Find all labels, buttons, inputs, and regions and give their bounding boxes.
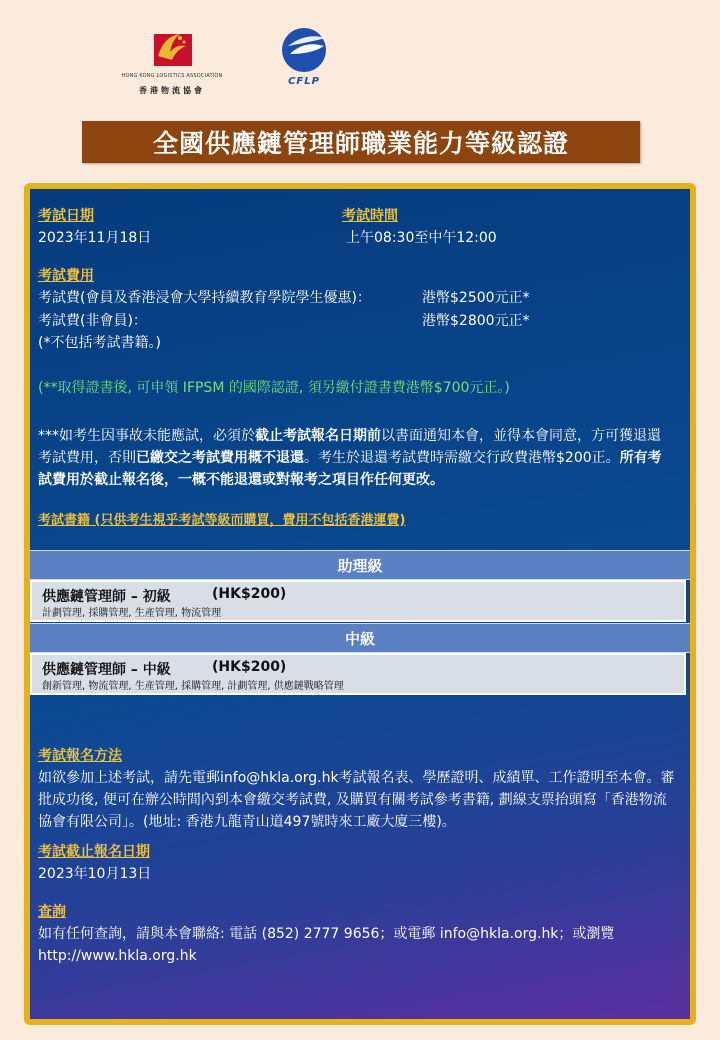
deadline-value: 2023年10月13日 bbox=[38, 866, 152, 882]
registration-heading: 考試報名方法 bbox=[38, 748, 122, 764]
nonmember-fee-value: 港幣$2800元正* bbox=[422, 313, 530, 329]
refund-bold-2: 已繳交之考試費用概不退還 bbox=[136, 450, 304, 466]
exam-fee-heading: 考試費用 bbox=[38, 268, 94, 284]
refund-text-3: 。考生於退還考試費時需繳交行政費港幣$200正。 bbox=[304, 450, 620, 466]
nonmember-fee-label: 考試費(非會員)： bbox=[38, 313, 147, 329]
refund-bold-3: 所有考試費用於截止報名後，一概不能退還或對報考之項目作任何更改。 bbox=[38, 450, 662, 488]
exam-date-heading: 考試日期 bbox=[38, 208, 94, 224]
info-panel-body bbox=[30, 189, 690, 1019]
refund-policy bbox=[38, 425, 668, 491]
deadline-heading: 考試截止報名日期 bbox=[38, 844, 150, 860]
registration-text: 如欲參加上述考試，請先電郵info@hkla.org.hk考試報名表、學歷證明、成績單、工作證明至本會。審批成功後, 便可在辦公時間內到本會繳交考試費, 及購買有關考試參考書籍, 劃線支票抬頭寫「香港物流協會有限公司」。(地址: 香港九龍青山道497號時來工廠大廈三樓)。 bbox=[38, 770, 675, 830]
info-panel bbox=[24, 183, 696, 1025]
exam-books-heading: 考試書籍 (只供考生視乎考試等級而購買，費用不包括香港運費) bbox=[38, 513, 406, 528]
enquiry-text: 如有任何查詢，請與本會聯絡: 電話 (852) 2777 9656；或電郵 info@hkla.org.hk；或瀏覽 http://www.hkla.org.hk bbox=[38, 926, 615, 964]
exam-time-heading: 考試時間 bbox=[342, 208, 398, 224]
level-bar-intermediate: 中級 bbox=[30, 623, 690, 653]
refund-bold-1: 截止考試報名日期前 bbox=[255, 428, 381, 444]
hkla-chinese-name: 香港物流協會 bbox=[139, 86, 205, 95]
logo-row bbox=[0, 22, 720, 102]
book-price: (HK$200) bbox=[212, 586, 287, 602]
page-title: 全國供應鏈管理師職業能力等級認證 bbox=[82, 121, 640, 163]
enquiry-heading: 查詢 bbox=[38, 904, 66, 920]
book-row-assistant bbox=[30, 580, 686, 622]
book-title: 供應鏈管理師 – 中級 bbox=[42, 662, 171, 678]
exam-date-value: 2023年11月18日 bbox=[38, 230, 152, 246]
refund-text-1: ***如考生因事故未能應試，必須於 bbox=[38, 428, 255, 444]
refund-text-2: 以書面通知本會，並得本會同意，方可獲退還考試費用，否則 bbox=[38, 428, 661, 466]
cflp-globe-icon bbox=[276, 24, 336, 76]
hkla-emblem-icon bbox=[150, 26, 196, 70]
fee-note: (*不包括考試書籍。) bbox=[38, 335, 161, 351]
book-topics: 創新管理, 物流管理, 生產管理, 採購管理, 計劃管理, 供應鏈戰略管理 bbox=[42, 681, 344, 692]
hkla-logo bbox=[112, 26, 232, 96]
book-topics: 計劃管理, 採購管理, 生產管理, 物流管理 bbox=[42, 608, 222, 619]
member-fee-value: 港幣$2500元正* bbox=[422, 290, 530, 306]
cflp-logo bbox=[272, 24, 332, 94]
level-bar-assistant: 助理級 bbox=[30, 550, 690, 580]
cflp-wordmark: CFLP bbox=[288, 76, 320, 87]
ifpsm-note: (**取得證書後, 可申領 IFPSM 的國際認證, 須另繳付證書費港幣$700元正。) bbox=[38, 380, 510, 396]
book-row-intermediate bbox=[30, 653, 686, 695]
book-title: 供應鏈管理師 – 初級 bbox=[42, 589, 171, 605]
hkla-english-name: HONG KONG LOGISTICS ASSOCIATION bbox=[121, 73, 223, 79]
member-fee-label: 考試費(會員及香港浸會大學持續教育學院學生優惠)： bbox=[38, 290, 371, 306]
book-price: (HK$200) bbox=[212, 659, 287, 675]
exam-time-value: 上午08:30至中午12:00 bbox=[346, 230, 497, 246]
